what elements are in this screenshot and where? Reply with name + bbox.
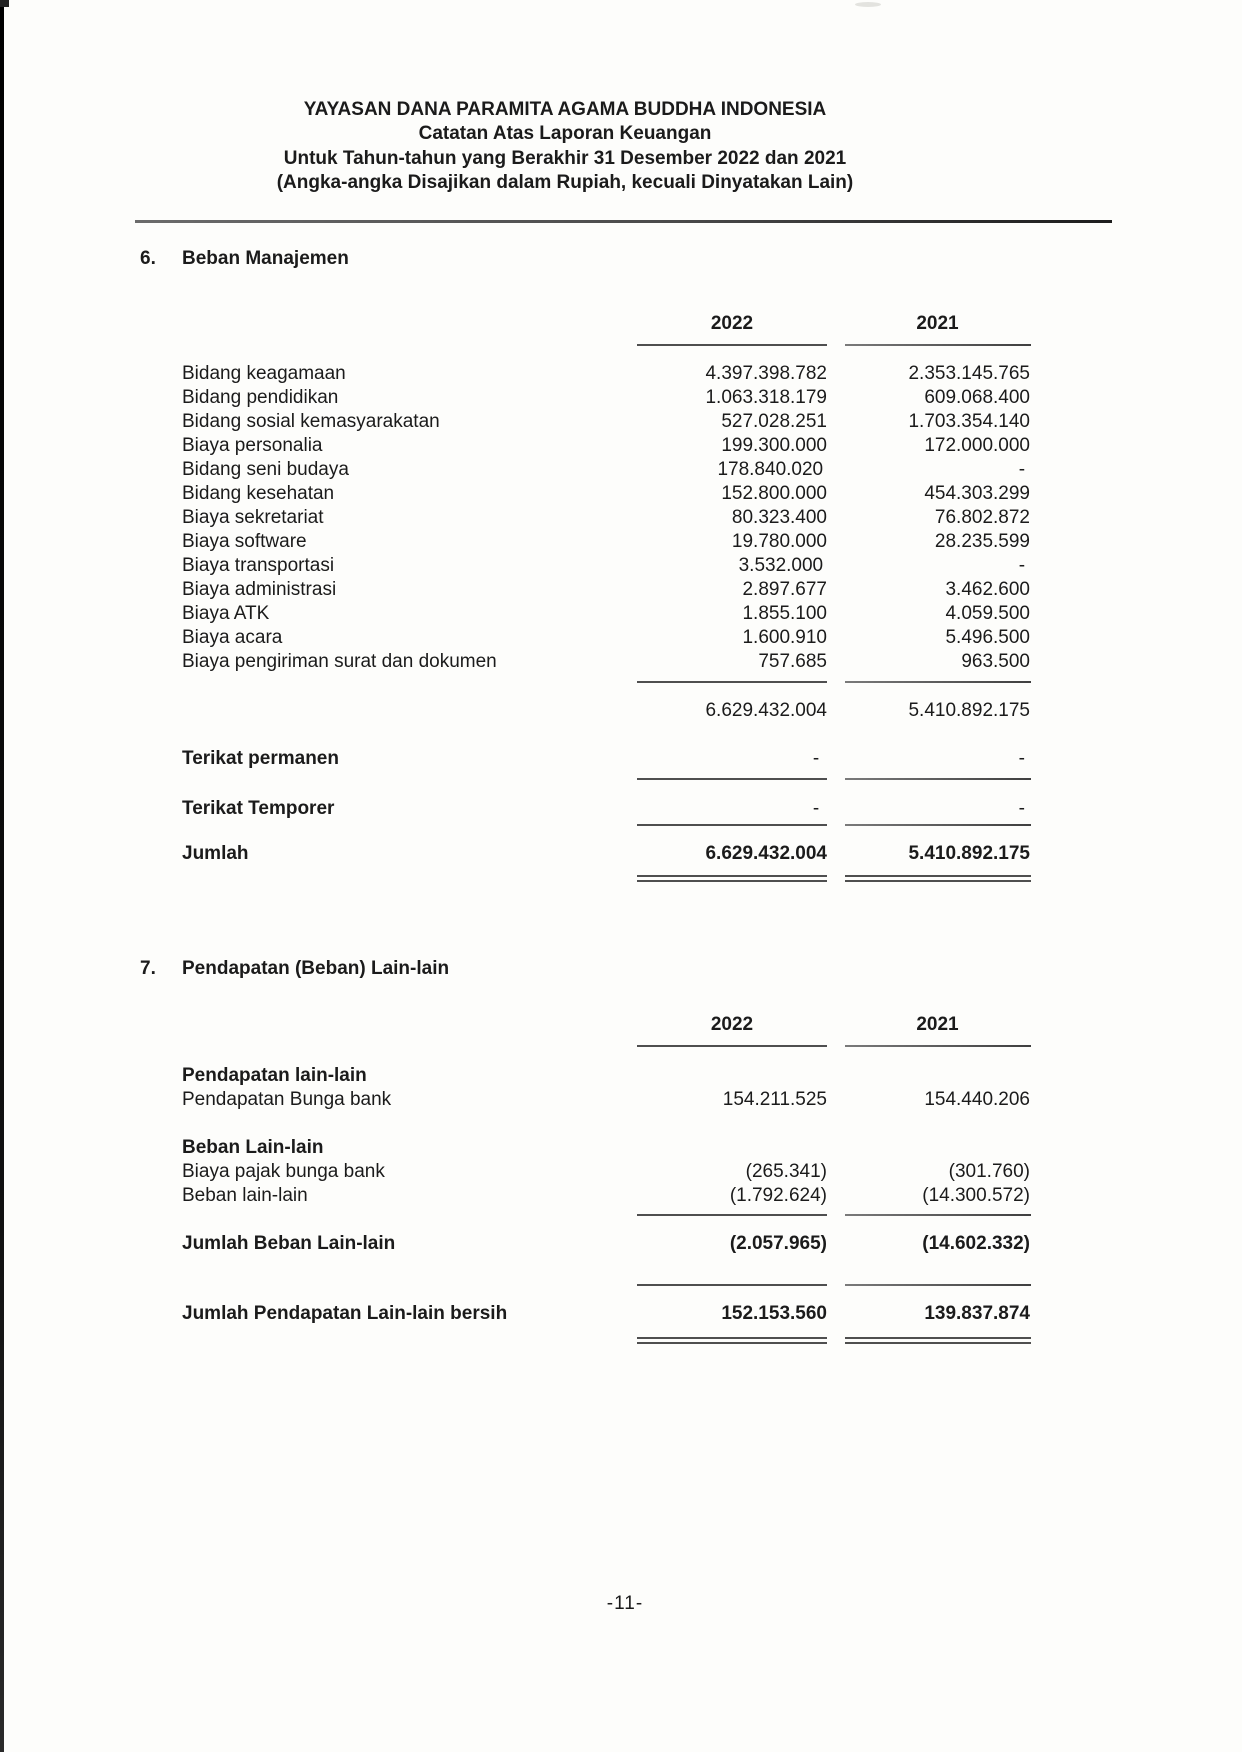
section7-heading (140, 958, 449, 980)
amount-2021: 1.703.354.140 (908, 411, 1030, 432)
table-row (182, 483, 1030, 505)
row-label: Biaya ATK (182, 603, 270, 624)
table-row (182, 579, 1030, 601)
rule-2022 (637, 778, 827, 780)
table-row (182, 1089, 1030, 1111)
amount-2022: - (812, 748, 820, 769)
amount-2021: 3.462.600 (945, 579, 1030, 600)
document-header (140, 98, 990, 196)
table-row (182, 627, 1030, 649)
page-number: -11- (606, 1593, 644, 1614)
section7-number: 7. (140, 958, 156, 979)
row-label: Bidang kesehatan (182, 483, 335, 504)
terikat-temporer-row (182, 798, 1030, 820)
amount-2022: - (812, 798, 820, 819)
table-row (182, 603, 1030, 625)
table-row (182, 1161, 1030, 1183)
subtotal-2022: 6.629.432.004 (705, 700, 827, 721)
pendapatan-group-heading (182, 1065, 1030, 1087)
amount-2021: 454.303.299 (924, 483, 1030, 504)
row-label: Biaya acara (182, 627, 283, 648)
amount-2022: 527.028.251 (721, 411, 827, 432)
group-heading-label: Beban Lain-lain (182, 1137, 324, 1158)
rule-2021 (845, 824, 1031, 826)
table-row (182, 435, 1030, 457)
row-label: Biaya software (182, 531, 307, 552)
row-label: Terikat permanen (182, 748, 339, 769)
currency-note: (Angka-angka Disajikan dalam Rupiah, kecuali Dinyatakan Lain) (276, 172, 854, 194)
amount-2021: 172.000.000 (924, 435, 1030, 456)
row-label: Biaya administrasi (182, 579, 337, 600)
double-rule-2021 (845, 875, 1031, 882)
section6-heading (140, 248, 349, 270)
double-rule-2022 (637, 1337, 827, 1344)
scan-corner-artifact (0, 0, 9, 7)
row-label: Pendapatan Bunga bank (182, 1089, 392, 1110)
row-label: Biaya pajak bunga bank (182, 1161, 385, 1182)
total-2022: 152.153.560 (721, 1303, 827, 1324)
jumlah-row (182, 843, 1030, 865)
section6-year-header-row (182, 313, 1030, 335)
table-row (182, 531, 1030, 553)
amount-2021: 963.500 (961, 651, 1030, 672)
amount-2021: 2.353.145.765 (908, 363, 1030, 384)
col-2022-underline (637, 1045, 827, 1047)
amount-2021: - (1018, 459, 1026, 480)
row-label: Biaya personalia (182, 435, 323, 456)
subtotal-2021: 5.410.892.175 (908, 700, 1030, 721)
row-label: Terikat Temporer (182, 798, 335, 819)
row-label: Biaya transportasi (182, 555, 335, 576)
amount-2022: 152.800.000 (721, 483, 827, 504)
doc-title: Catatan Atas Laporan Keuangan (418, 123, 712, 145)
table-row (182, 459, 1030, 481)
amount-2021: - (1018, 798, 1025, 819)
col-2021-underline (845, 344, 1031, 346)
amount-2021: (301.760) (948, 1161, 1030, 1182)
section7-title: Pendapatan (Beban) Lain-lain (182, 958, 450, 979)
rule-2021 (845, 1284, 1031, 1286)
col-2022-underline (637, 344, 827, 346)
amount-2021: 28.235.599 (934, 531, 1030, 552)
amount-2022: 80.323.400 (731, 507, 827, 528)
table-row (182, 507, 1030, 529)
row-label: Biaya sekretariat (182, 507, 324, 528)
row-label: Bidang seni budaya (182, 459, 349, 480)
year-2022-header: 2022 (710, 313, 754, 334)
table-row (182, 387, 1030, 409)
rule-2022 (637, 824, 827, 826)
amount-2021: - (1018, 748, 1025, 769)
section7-year-header-row (182, 1014, 1030, 1036)
amount-2021: (14.300.572) (922, 1185, 1030, 1206)
amount-2022: (1.792.624) (729, 1185, 827, 1206)
amount-2022: 19.780.000 (731, 531, 827, 552)
row-label: Beban lain-lain (182, 1185, 308, 1206)
jumlah-bersih-row (182, 1303, 1030, 1325)
amount-2022: 1.600.910 (742, 627, 827, 648)
table-row (182, 555, 1030, 577)
rule-2021 (845, 778, 1031, 780)
table-row (182, 1185, 1030, 1207)
subtotal-row (182, 700, 1030, 722)
table-row (182, 651, 1030, 673)
double-rule-2021 (845, 1337, 1031, 1344)
amount-2022: 1.063.318.179 (705, 387, 827, 408)
amount-2022: 3.532.000 (738, 555, 824, 576)
amount-2022: 199.300.000 (721, 435, 827, 456)
year-2021-header: 2021 (916, 313, 959, 334)
row-label: Bidang keagamaan (182, 363, 346, 384)
row-label: Bidang pendidikan (182, 387, 339, 408)
col-2021-underline (845, 1045, 1031, 1047)
table-row (182, 411, 1030, 433)
amount-2021: 4.059.500 (945, 603, 1030, 624)
amount-2022: 757.685 (758, 651, 827, 672)
subtotal-rule-2021 (845, 681, 1031, 683)
jumlah-beban-row (182, 1233, 1030, 1255)
scan-edge-artifact (0, 0, 4, 1752)
row-label: Jumlah (182, 843, 249, 864)
total-2021: 5.410.892.175 (908, 843, 1030, 864)
total-2022: (2.057.965) (729, 1233, 827, 1254)
section6-number: 6. (140, 248, 156, 269)
amount-2022: 4.397.398.782 (705, 363, 827, 384)
amount-2022: 178.840.020 (717, 459, 824, 480)
amount-2022: (265.341) (745, 1161, 827, 1182)
rule-2022 (637, 1284, 827, 1286)
year-2021-header: 2021 (916, 1014, 959, 1035)
double-rule-2022 (637, 875, 827, 882)
org-name: YAYASAN DANA PARAMITA AGAMA BUDDHA INDONESIA (303, 99, 827, 120)
period-line: Untuk Tahun-tahun yang Berakhir 31 Desember 2022 dan 2021 (283, 147, 847, 169)
subtotal-rule-2022 (637, 681, 827, 683)
rule-2021 (845, 1214, 1031, 1216)
table-row (182, 363, 1030, 385)
terikat-permanen-row (182, 748, 1030, 770)
rule-2022 (637, 1214, 827, 1216)
amount-2021: - (1018, 555, 1026, 576)
beban-group-heading (182, 1137, 1030, 1159)
amount-2021: 609.068.400 (924, 387, 1030, 408)
amount-2022: 2.897.677 (742, 579, 827, 600)
row-label: Bidang sosial kemasyarakatan (182, 411, 440, 432)
section6-title: Beban Manajemen (182, 248, 349, 269)
row-label: Jumlah Pendapatan Lain-lain bersih (182, 1303, 508, 1324)
header-divider (135, 220, 1112, 223)
row-label: Jumlah Beban Lain-lain (182, 1233, 396, 1254)
amount-2021: 76.802.872 (934, 507, 1030, 528)
amount-2021: 5.496.500 (945, 627, 1030, 648)
amount-2021: 154.440.206 (924, 1089, 1030, 1110)
year-2022-header: 2022 (710, 1014, 754, 1035)
total-2021: 139.837.874 (924, 1303, 1030, 1324)
total-2022: 6.629.432.004 (705, 843, 827, 864)
row-label: Biaya pengiriman surat dan dokumen (182, 651, 497, 672)
group-heading-label: Pendapatan lain-lain (182, 1065, 367, 1086)
amount-2022: 1.855.100 (742, 603, 827, 624)
total-2021: (14.602.332) (922, 1233, 1030, 1254)
amount-2022: 154.211.525 (722, 1089, 827, 1110)
scan-smudge (855, 2, 881, 7)
